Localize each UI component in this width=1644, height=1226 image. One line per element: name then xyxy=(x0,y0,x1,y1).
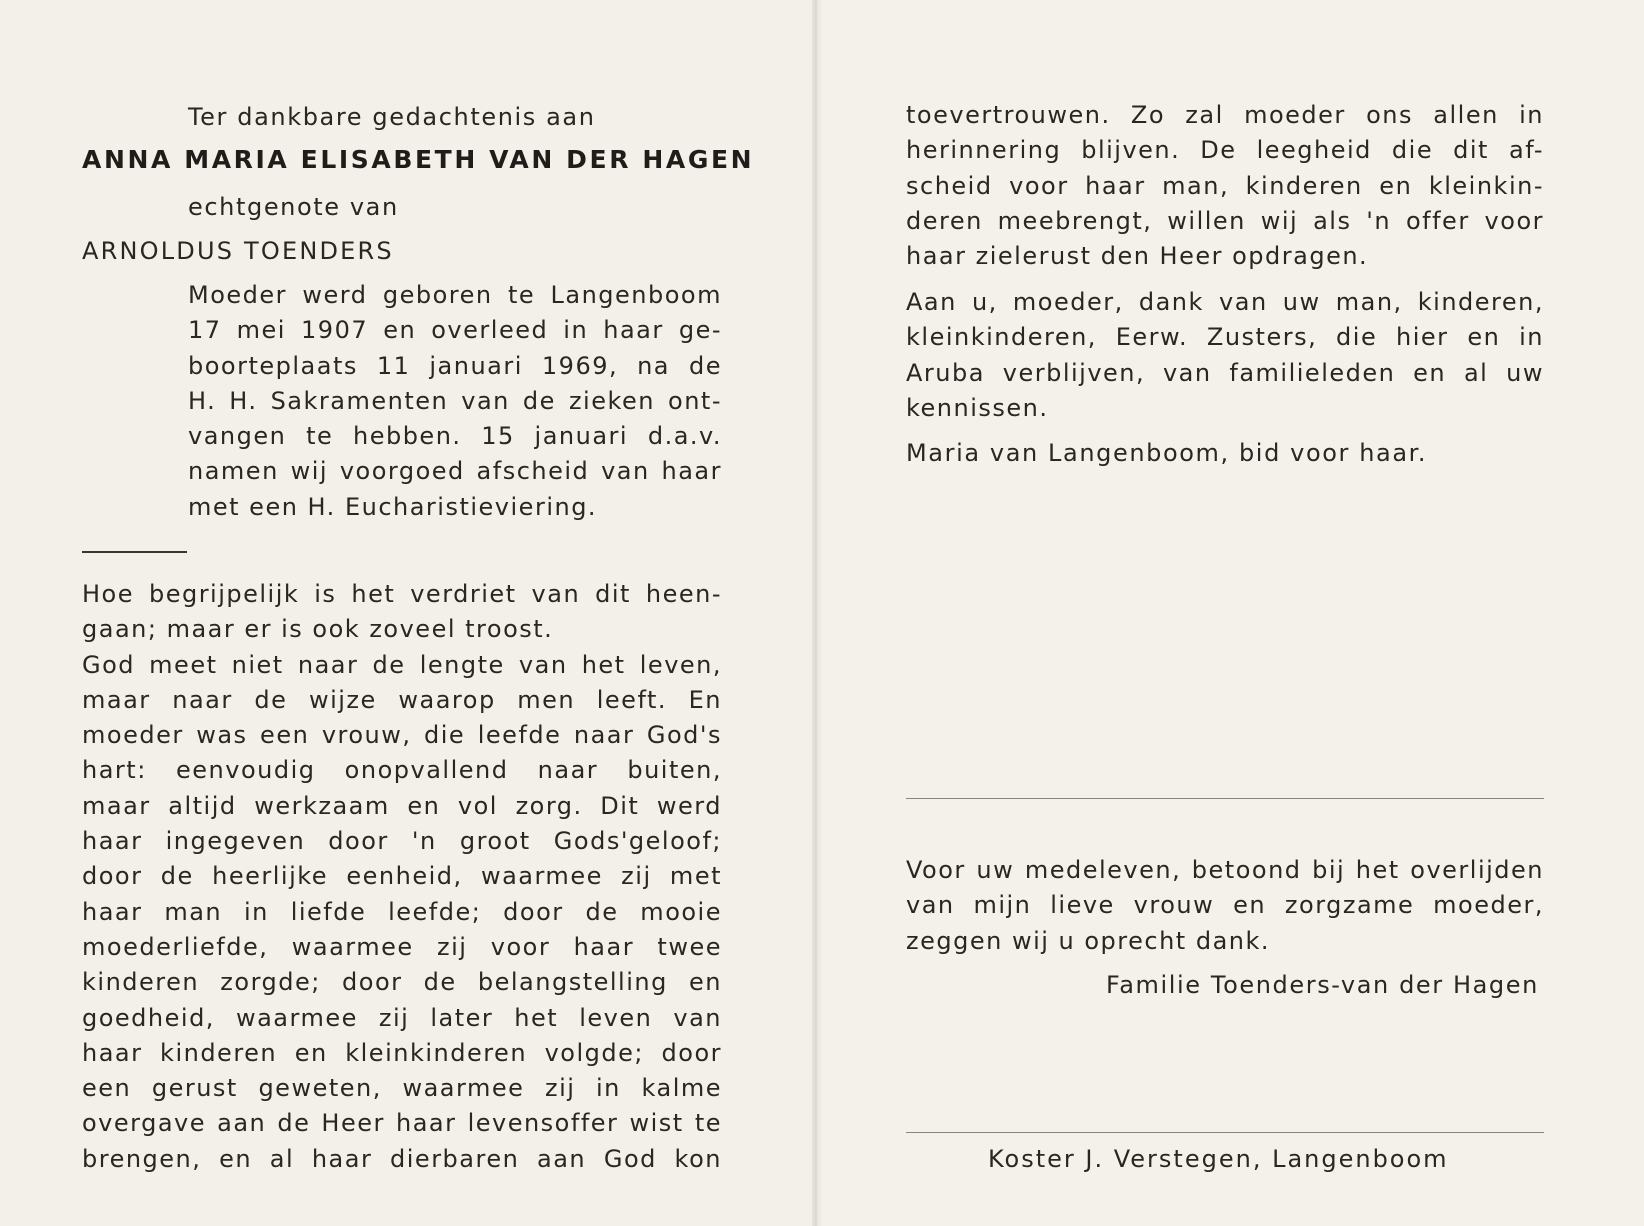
reflection xyxy=(82,577,722,1177)
continuation-line: haar zielerust den Heer opdragen. xyxy=(906,242,1369,271)
reflection-line: moeder was een vrouw, die leefde naar God's xyxy=(82,721,722,750)
reflection-line: maar naar de wijze waarop men leeft. En xyxy=(82,685,722,714)
reflection-line: God meet niet naar de lengte van het leven, xyxy=(82,650,722,679)
reflection-line: haar man in liefde leefde; door de mooie xyxy=(82,897,722,926)
intro-line: Ter dankbare gedachtenis aan xyxy=(188,103,596,131)
reflection-line: Hoe begrijpelijk is het verdriet van dit heen- xyxy=(82,580,722,608)
reflection-line: haar kinderen en kleinkinderen volgde; door xyxy=(82,1038,722,1067)
thanks-line: Aan u, moeder, dank van uw man, kinderen, xyxy=(906,288,1544,316)
continuation-line: herinnering blijven. De leegheid die dit af- xyxy=(906,136,1544,165)
prayer-line: Maria van Langenboom, bid voor haar. xyxy=(906,439,1428,467)
divider-upper xyxy=(906,798,1544,799)
reflection-line: goedheid, waarmee zij later het leven van xyxy=(82,1003,722,1032)
reflection-line: door de heerlijke eenheid, waarmee zij met xyxy=(82,862,722,891)
thanks-line: kennissen. xyxy=(906,393,1049,422)
reflection-line: maar altijd werkzaam en vol zorg. Dit werd xyxy=(82,791,722,820)
continuation-line: deren meebrengt, willen wij als 'n offer voor xyxy=(906,206,1544,235)
divider-lower xyxy=(906,1132,1544,1133)
reflection-line: brengen, en al haar dierbaren aan God kon xyxy=(82,1144,722,1173)
thanks-line: Aruba verblijven, van familieleden en al uw xyxy=(906,358,1544,387)
spouse-name: ARNOLDUS TOENDERS xyxy=(82,237,394,265)
gratitude-line: Voor uw medeleven, betoond bij het overlijden xyxy=(906,856,1544,884)
biography xyxy=(188,278,722,525)
reflection-line: een gerust geweten, waarmee zij in kalme xyxy=(82,1074,722,1103)
reflection-line: hart: eenvoudig onopvallend naar buiten, xyxy=(82,756,722,785)
continuation xyxy=(906,98,1544,274)
continuation-line: scheid voor haar man, kinderen en kleinkin- xyxy=(906,171,1544,200)
card-fold xyxy=(812,0,822,1226)
bio-line: boorteplaats 11 januari 1969, na de xyxy=(188,351,722,380)
reflection-line: overgave aan de Heer haar levensoffer wist te xyxy=(82,1109,722,1138)
reflection-line: haar ingegeven door 'n groot Gods'geloof; xyxy=(82,827,722,856)
bio-line: namen wij voorgoed afscheid van haar xyxy=(188,457,722,486)
reflection-line: kinderen zorgde; door de belangstelling en xyxy=(82,968,722,997)
reflection-line: moederliefde, waarmee zij voor haar twee xyxy=(82,932,722,961)
bio-line: met een H. Eucharistieviering. xyxy=(188,492,598,521)
gratitude-line: van mijn lieve vrouw en zorgzame moeder, xyxy=(906,891,1544,920)
thanks-paragraph xyxy=(906,285,1544,426)
bio-line: vangen te hebben. 15 januari d.a.v. xyxy=(188,422,722,451)
gratitude-line: zeggen wij u oprecht dank. xyxy=(906,926,1271,955)
printer-credit: Koster J. Verstegen, Langenboom xyxy=(988,1145,1449,1173)
spouse-label: echtgenote van xyxy=(188,193,399,221)
reflection-line: gaan; maar er is ook zoveel troost. xyxy=(82,615,554,644)
short-divider xyxy=(82,551,187,553)
gratitude xyxy=(906,853,1544,959)
bio-line: Moeder werd geboren te Langenboom xyxy=(188,281,722,309)
thanks-line: kleinkinderen, Eerw. Zusters, die hier en in xyxy=(906,323,1544,352)
family-signature: Familie Toenders-van der Hagen xyxy=(1106,971,1539,999)
bio-line: H. H. Sakramenten van de zieken ont- xyxy=(188,386,722,415)
continuation-line: toevertrouwen. Zo zal moeder ons allen in xyxy=(906,101,1544,129)
bio-line: 17 mei 1907 en overleed in haar ge- xyxy=(188,316,722,345)
deceased-name: ANNA MARIA ELISABETH VAN DER HAGEN xyxy=(82,145,755,174)
